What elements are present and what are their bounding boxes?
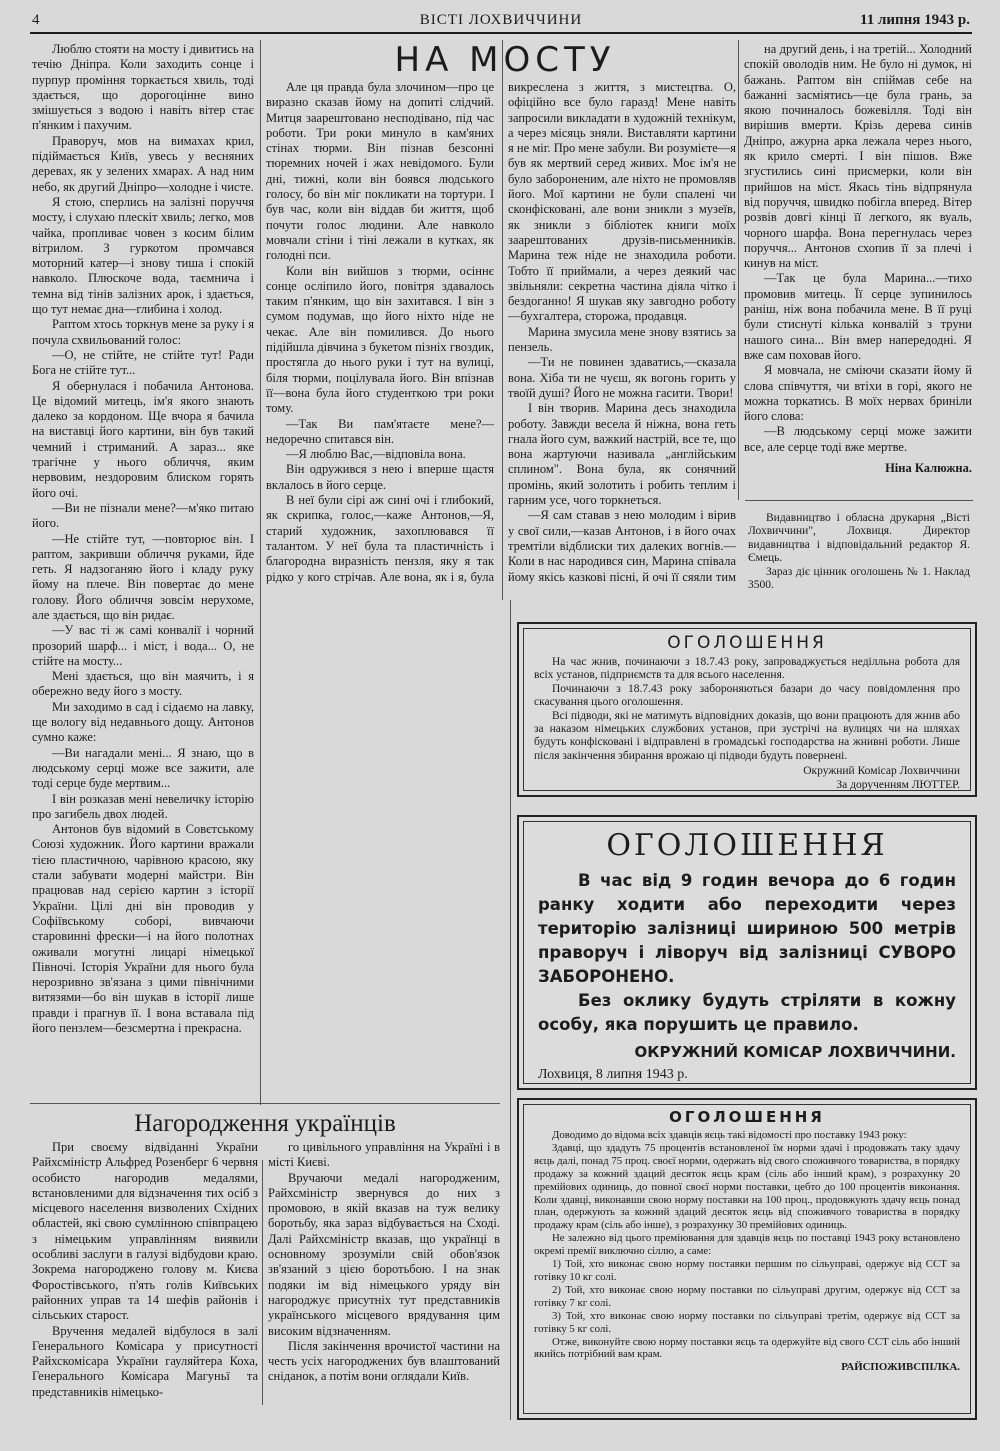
paragraph: Марина змусила мене знову взятись за пензель. — [508, 324, 736, 355]
paragraph: —У вас ті ж самі конвалії і чорний прозорий шарф... і міст, і вода... О, не стійте на мосту... — [32, 623, 254, 668]
paragraph: Я обернулася і побачила Антонова. Це відомий митець, ім'я якого знають далеко за кордоном. Ще вчора я бачила на виставці його картини, він був такий чемний і стриманий. А зараз... яке трагічне у нього обличчя, яким нервовим, нездоровим блиском горять його очі. — [32, 378, 254, 500]
section-rule — [745, 500, 973, 501]
notice-signature: ОКРУЖНИЙ КОМІСАР ЛОХВИЧЧИНИ. — [634, 1043, 956, 1061]
paragraph: В неї були сірі аж сині очі і глибокий, як скрипка, голос,—каже Антонов,—Я, старий художник, захоплювався її талантом. У неї була та пластичність і благородна виразність пензля, яку я так рідко у кого стрічав. Але вона, як і я, була викреслена з життя, з мистецтва. О, офіційно все було гаразд! Мене навіть запросили викладати в художній технікум, а через місяць зняли. Виставляти картини я не міг. Про мене забули. Ви розумієте—я був як мертвий серед живих. Моє ім'я не було забороненим, але ніхто не промовляв його. Мої картини не були спалені чи сконфісковані, але вони зникли з музеїв, як зникли з бібліотек книги моїх заарештованих друзів-письменників. Марина теж ніде не знаходила роботи. Тобто її приймали, а через деякий час звільняли: секретна частина діяла чітко і бездоганно! Я шукав яку завгодно роботу—бухгалтера, сторожа, продавця. — [266, 80, 736, 584]
notice-signature: РАЙСПОЖИВСПІЛКА. — [841, 1361, 960, 1374]
paragraph: І він творив. Марина десь знаходила роботу. Завжди весела й ніжна, вона геть гнала його сум, важкий настрій, все те, що вона жартуючи називала „англійським сплином". Вона була, як сонячний промінь, який золотить і робить теплим і гарним усе, чого торкнеться. — [508, 401, 736, 508]
notice-paragraph: Доводимо до відома всіх здавців яєць такі відомості про поставку 1943 року: — [552, 1129, 907, 1141]
story-author: Ніна Калюжна. — [885, 461, 972, 476]
imprint — [748, 512, 970, 592]
column-rule — [738, 40, 739, 500]
paragraph: Він одружився з нею і вперше щастя вклалось в його серце. — [266, 462, 494, 492]
paragraph: —Я люблю Вас,—відповіла вона. — [286, 447, 466, 462]
notice-heading: ОГОЛОШЕННЯ — [669, 1108, 825, 1126]
notice-signature: За дорученням ЛЮТТЕР. — [836, 778, 960, 791]
paragraph: —Так це була Марина...—тихо промовив митець. Її серце зупинилось раніш, ніж вона побачила мене. В її руці були стиснуті кілька конвалій з труни нашого сина... Він вмер напередодні. Я вже сам поховав його. — [744, 271, 972, 362]
notice-egg-delivery — [517, 1098, 977, 1420]
paragraph: —Ви нагадали мені... Я знаю, що в людському серці може все зажити, але тоді серце буде мертвим... — [32, 745, 254, 791]
paragraph: Я стою, сперлись на залізні поруччя мосту, і слухаю плескіт хвиль; легко, мов чайка, пропливає човен з косим білим вітрилом. З гуркотом промчався моторний катер—і знову тиша і спокій навколо. Плюскоче вода, таємнича і темна від тінів залізних арок, і здається, що тут немає дна—глибина і холод. — [32, 194, 254, 317]
column-rule — [260, 40, 261, 1105]
paragraph: Вручення медалей відбулося в залі Генерального Комісара у присутності Райхскомісара України гауляйтера Коха, Генерального Комісара Магуньї та представників німецько- — [32, 1323, 258, 1399]
paragraph: Праворуч, мов на вимахах крил, підіймається Київ, увесь у весняних деревах, як у зелених хмарах. А над ним небо, як другий Дніпро—холодне і чисте. — [32, 133, 254, 194]
notice-paragraph: 1) Той, хто виконає свою норму поставки першим по сільуправі, одержує від ССТ за готівку 10 кг солі. — [534, 1258, 960, 1283]
notice-paragraph: 3) Той, хто виконає свою норму поставки по сільуправі третім, одержує від ССТ за готівку 5 кг солі. — [534, 1309, 960, 1335]
page-number: 4 — [32, 12, 40, 28]
notice-paragraph: На час жнив, починаючи з 18.7.43 року, запроваджується неділльна робота для всіх установ, підприємств та для всього населення. — [534, 656, 960, 682]
paragraph: —Я сам ставав з нею молодим і вірив у свої сили,—казав Антонов, і в його очах тремтіли відблиски тих далеких вогнів.—Коли в нас народився син, Марина співала йому якісь казкові пісні, й очі її сяяли тим — [508, 508, 736, 584]
paragraph: Мені здається, що він маячить, і я обережно веду його з мосту. — [32, 669, 254, 699]
notice-curfew-harvest — [517, 622, 977, 797]
article-column-1 — [32, 1140, 258, 1440]
imprint-line: Зараз діє цінник оголошень № 1. Наклад 3500. — [748, 565, 970, 592]
column-rule — [510, 600, 511, 1420]
paragraph: Після закінчення врочистої частини на честь усіх нагороджених був влаштований сніданок, а потім вони оглядали Київ. — [268, 1338, 500, 1384]
notice-paragraph: Починаючи з 18.7.43 року забороняються базари до часу повідомлення про скасування цього оголошення. — [534, 682, 960, 709]
notice-paragraph: Без оклику будуть стріляти в кожну особу, яка порушить це правило. — [538, 991, 956, 1034]
paragraph: —Не стійте тут, —повторює він. І раптом, закривши обличчя руками, йде геть. Я надзоганяю його і кладу руку йому на плече. Він повертає до мене голову. Його обличчя зовсім нерухоме, але здається, що він ридає. — [32, 531, 254, 622]
story-column-2 — [266, 80, 736, 600]
story-title: НА МОСТУ — [394, 40, 616, 80]
paragraph: Коли він вийшов з тюрми, осіннє сонце осліпило його, повітря здавалось таким п'янким, що він захитався. І він з сумом подумав, що його ніхто ніде не чекає. Але він помилився. До нього підійшла дівчина з букетом пізніх гвоздик, простягла до нього руки і тут на вулиці, біля тюрми, поцілувала його. Він впізнав її—вона була його студенткою три роки тому. — [266, 263, 494, 416]
story-column-3 — [744, 42, 972, 492]
paragraph: —Ви не пізнали мене?—м'яко питаю його. — [32, 500, 254, 531]
notice-signature: Окружний Комісар Лохвиччини — [803, 765, 960, 778]
issue-date: 11 липня 1943 р. — [860, 12, 970, 28]
notice-paragraph: Всі підводи, які не матимуть відповідних доказів, що вони працюють для жнив або за наказом німецьких службових установ, при зустрічі на вулицях чи на шляхах будуть конфісковані і відправлені в громадські господарства на жнивні роботи. Лише після закінчення збирання врожаю ці підводи будуть повернені. — [534, 709, 960, 762]
paragraph: При своєму відвіданні України Райхсміністр Альфред Розенберг 6 червня особисто нагородив медалями, встановленими для відзначення тих осіб з місцевого населення визволених Східних областей, які свою сумлінною співпрацею з німецьким управлінням виявили особливі заслуги в галузі відбудови краю. Зокрема нагороджено голову м. Києва Форостівського, п'ять голів Київських районних управ та 14 шефів районів і сільських старост. — [32, 1140, 258, 1323]
paragraph: —Ти не повинен здаватись,—сказала вона. Хіба ти не чуєш, як вогонь горить у твоїй душі? Його не можна гасити. Твори! — [508, 355, 736, 400]
masthead — [30, 6, 972, 34]
paragraph: І він розказав мені невеличку історію про загибель двох людей. — [32, 791, 254, 821]
notice-place-date: Лохвиця, 8 липня 1943 р. — [538, 1067, 688, 1082]
section-rule — [30, 1103, 500, 1104]
paragraph: Люблю стояти на мосту і дивитись на течію Дніпра. Коли заходить сонце і пурпур проміння торкається хвиль, тоді здається, що дорогоцінне вино змішується з водою і навіть вітер стає п'янким і пахучим. — [32, 42, 254, 133]
notice-paragraph: В час від 9 годин вечора до 6 годин ранку ходити або переходити через територію залізниці шириною 500 метрів праворуч і ліворуч від залізниці СУВОРО ЗАБОРОНЕНО. — [538, 871, 956, 986]
paragraph: Але ця правда була злочином—про це виразно сказав йому на допиті слідчий. Митця заарештовано несподівано, під час роботи. Три роки минуло в кам'яних стінах тюрми. Він пізнав безсонні тюремних ночей і жах невідомого. Були дні, тижні, коли він боявся людського голосу, бо він міг покликати на тортури. І був час, коли він віддав би життя, щоб почути голос людини. Але навколо мовчали стіни і тіні лежали в кутках, як голодні пси. — [266, 80, 494, 263]
notice-paragraph: 2) Той, хто виконає свою норму поставки по сільуправі другим, одержує від ССТ за готівку 7 кг солі. — [534, 1283, 960, 1309]
paragraph: —Так Ви пам'ятаєте мене?—недоречно спитався він. — [266, 416, 494, 446]
notice-paragraph: Отже, виконуйте свою норму поставки яєць та одержуйте від свого ССТ сіль або інший якийсь потрібний вам крам. — [534, 1335, 960, 1361]
notice-paragraph: Не залежно від цього преміювання для здавців яєць по поставці 1943 року встановлено окремі премії виключно сіллю, а саме: — [534, 1232, 960, 1258]
paragraph: Раптом хтось торкнув мене за руку і я почула схвильований голос: — [32, 317, 254, 347]
paragraph: Ми заходимо в сад і сідаємо на лавку, ще вологу від недавнього дощу. Антонов сумно каже: — [32, 699, 254, 745]
column-rule — [262, 1160, 263, 1405]
paragraph: —В людському серці може зажити все, але серце тоді вже мертве. — [744, 424, 972, 454]
paragraph: Я мовчала, не сміючи сказати йому й слова співчуття, чи втіхи в горі, якого не можна торкатись. В моїх нервах бриніли його слова: — [744, 363, 972, 424]
story-column-1 — [32, 42, 254, 1102]
notice-heading: ОГОЛОШЕННЯ — [606, 828, 888, 863]
notice-railway-ban — [517, 815, 977, 1090]
paragraph: Антонов був відомий в Совєтському Союзі художник. Його картини вражали тією пластичною, чарівною красою, яку стали забувати модерні майстри. Він працював над серією картин з історії України. Цілі дні він проводив у Софіївському соборі, вивчаючи старовинні фрески—і на його полотнах оживали могутні лицарі німецької Півночі. Історія України для нього була нерозривно зв'язана з цими північними витязями—бо він шукав в історії лише правди і прагнув її. І вона вставала під його пензлем—безсмертна і прекрасна. — [32, 822, 254, 1035]
notice-paragraph: Здавці, що здадуть 75 процентів встановленої їм норми здачі і продовжать таку здачу яєць далі, понад 75 проц. своєї норми, одержать від свого споживчого товариства, в порядку продажу за кожний здаций десяток яєць крам (сіль або інший крам), з розрахунку 20 премійових одиниць, до повної своєї норми поставки, цебто до 100 процентів виконання. Коли здавці, виконавши свою норму поставки на 100 проц., продовжують здачу яєць понад план, одержують за кожний здаций десяток яєць від споживчого товариства в порядку продажу крам (сіль або інше), з розрахунку 30 премійових одиниць. — [534, 1141, 960, 1232]
notice-heading: ОГОЛОШЕННЯ — [667, 633, 827, 653]
article-column-2 — [268, 1140, 500, 1440]
paragraph: —О, не стійте, не стійте тут! Ради Бога не стійте тут... — [32, 347, 254, 378]
paragraph: на другий день, і на третій... Холодний спокій оволодів ним. Не було ні думок, ні бажань. Раптом він спіймав себе на бажанні засміятись—це була грань, за якою починалось божевілля. Тоді він вирішив вмерти. Крізь дерева синів Дніпро, ажурна арка лежала через нього, як крило смерті. І він пішов. Вже згустились сині присмерки, коли він прийшов на міст. Якась тінь відпрянула від поруччя, швидко побігла вперед. Вітер розвів довгі кінці її легкого, як вуаль, чорного шарфа. Вона перегнулась через поруччя... Антонов схопив її за плечі і кинув на міст. — [744, 42, 972, 271]
article-title: Нагородження українців — [134, 1110, 396, 1137]
paragraph: Вручаючи медалі нагородженим, Райхсміністр звернувся до них з промовою, в якій вказав на туж велику боротьбу, яка зараз відбувається на Сході. Далі Райхсміністр вказав, що українці в основному зрозуміли свій обов'язок зв'язаний з цією боротьбою. І на знак подяки ім від німецького уряду він нагороджує присутніх тут представників українського місцевого врядування цим високим відзначенням. — [268, 1170, 500, 1338]
imprint-line: Видавництво і обласна друкарня „Вісті Лохвиччини", Лохвиця. Директор видавництва і відповідальний редактор Я. Ємець. — [748, 512, 970, 565]
newspaper-name: ВІСТІ ЛОХВИЧЧИНИ — [419, 12, 583, 28]
paragraph: го цивільного управління на Україні і в місті Києві. — [268, 1140, 500, 1170]
